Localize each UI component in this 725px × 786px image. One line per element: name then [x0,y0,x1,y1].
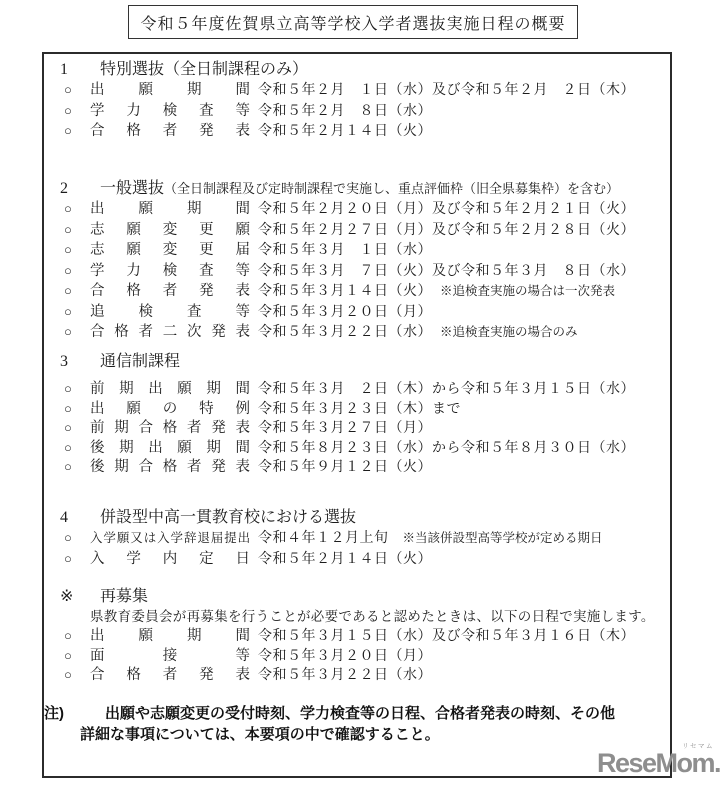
row-label: 前 期 出 願 期 間 [90,381,250,397]
row-date: 令和５年２月１４日（火） [258,124,432,139]
row-label: 志 願 変 更 届 [90,242,250,258]
bullet-circle-icon: ○ [64,400,72,416]
row-label: 出 願 期 間 [90,201,250,217]
schedule-row [64,666,662,686]
schedule-row [64,528,662,549]
bullet-circle-icon: ○ [64,102,72,118]
section-rows [60,627,662,686]
section-intro-text: 県教育委員会が再募集を行うことが必要であると認めたときは、以下の日程で実施します。 [90,609,655,624]
section-rows [60,80,662,142]
section-title-paren: （全日制課程のみ） [164,61,309,78]
bullet-circle-icon: ○ [64,123,72,138]
row-label: 出 願 の 特 例 [90,400,250,417]
row-label: 追 検 査 等 [90,303,250,320]
section-title: 通信制課程 [100,353,181,370]
schedule-row [64,400,662,420]
schedule-row [64,240,662,261]
bullet-circle-icon: ○ [64,283,72,298]
row-label: 入 学 願 又 は 入 学 辞 退 届 提 出 [90,531,250,545]
row-remark: ※当該併設型高等学校が定める期日 [402,531,603,545]
row-label: 後 期 出 願 期 間 [90,439,250,456]
section-heading [60,352,662,372]
footnote [44,703,666,746]
bullet-circle-icon: ○ [64,420,72,435]
row-date: 令和５年２月１４日（火） [258,551,432,567]
section-rows [60,380,662,478]
row-date: 令和５年３月２０日（月） [258,648,432,664]
bullet-circle-icon: ○ [64,530,72,545]
section-re-recruitment [60,587,662,686]
row-label: 後 期 合 格 者 発 表 [90,459,250,475]
section-heading [60,587,662,607]
row-label: 学 力 検 査 等 [90,262,250,279]
footnote-line1 [44,703,666,724]
schedule-row [64,261,662,282]
schedule-row [64,281,662,302]
bullet-circle-icon: ○ [64,550,72,566]
schedule-row [64,302,662,323]
section-special-selection [60,60,662,142]
row-label: 面 接 等 [90,647,250,664]
row-date: 令和５年３月 １日（水） [258,243,432,258]
schedule-row [64,549,662,570]
row-label: 前 期 合 格 者 発 表 [90,420,250,436]
schedule-row [64,80,662,101]
row-date: 令和４年１２月上旬 [258,531,389,546]
section-number: 3 [60,353,68,370]
section-title: 再募集 [100,588,149,605]
row-date: 令和５年９月１２日（火） [258,460,432,475]
bullet-circle-icon: ○ [64,459,72,474]
bullet-circle-icon: ○ [64,439,72,455]
section-heading [60,179,662,199]
row-label: 志 願 変 更 願 [90,221,250,238]
row-date: 令和５年２月２０日（月）及び令和５年２月２１日（火） [258,202,635,217]
resemom-logo [597,743,721,779]
schedule-row [64,322,662,343]
schedule-row [64,627,662,647]
section-number: 2 [60,180,68,197]
section-combined-junior-senior [60,508,662,569]
schedule-row [64,121,662,142]
bullet-circle-icon: ○ [64,221,72,237]
schedule-frame [42,52,672,778]
schedule-row [64,647,662,667]
bullet-circle-icon: ○ [64,303,72,319]
section-title: 併設型中高一貫教育校における選抜 [100,509,357,526]
bullet-circle-icon: ○ [64,242,72,257]
section-heading [60,60,662,80]
resemom-logo-text: ReseMom. [597,748,721,778]
row-date: 令和５年３月２０日（月） [258,304,432,320]
row-date: 令和５年２月 １日（水）及び令和５年２月 ２日（木） [258,83,635,98]
schedule-row [64,439,662,459]
bullet-circle-icon: ○ [64,381,72,396]
row-remark: ※追検査実施の場合のみ [440,325,578,339]
footnote-line2: 詳細な事項については、本要項の中で確認すること。 [80,726,440,743]
schedule-row [64,458,662,478]
bullet-circle-icon: ○ [64,628,72,643]
row-date: 令和５年３月２３日（木）まで [258,401,461,417]
row-date: 令和５年３月２７日（月） [258,421,432,436]
row-label: 出 願 期 間 [90,82,250,98]
row-date: 令和５年３月２２日（水） [258,325,432,340]
section-number: 1 [60,61,68,78]
section-number: ※ [60,588,74,605]
row-label: 合 格 者 二 次 発 表 [90,324,250,340]
section-title: 特別選抜 [100,61,165,78]
row-label: 合 格 者 発 表 [90,283,250,299]
section-title-paren: （全日制課程及び定時制課程で実施し、重点評価枠（旧全県募集枠）を含む） [164,181,620,196]
schedule-row [64,199,662,220]
bullet-circle-icon: ○ [64,647,72,663]
bullet-circle-icon: ○ [64,324,72,339]
schedule-row [64,419,662,439]
bullet-circle-icon: ○ [64,201,72,216]
section-rows [60,199,662,343]
row-date: 令和５年３月２２日（水） [258,668,432,683]
schedule-row [64,220,662,241]
section-rows [60,528,662,569]
row-date: 令和５年８月２３日（水）から令和５年８月３０日（水） [258,440,635,456]
row-date: 令和５年２月２７日（月）及び令和５年２月２８日（火） [258,222,635,238]
footnote-marker: 注) [44,705,64,722]
section-title: 一般選抜 [100,180,165,197]
row-date: 令和５年３月１４日（火） [258,284,432,299]
row-date: 令和５年３月１５日（水）及び令和５年３月１６日（木） [258,629,635,644]
section-correspondence-course [60,352,662,478]
row-remark: ※追検査実施の場合は一次発表 [440,284,616,298]
row-label: 出 願 期 間 [90,628,250,644]
row-date: 令和５年３月 ２日（木）から令和５年３月１５日（水） [258,382,635,397]
schedule-row [64,380,662,400]
row-label: 合 格 者 発 表 [90,123,250,139]
section-heading [60,508,662,528]
row-label: 合 格 者 発 表 [90,667,250,683]
bullet-circle-icon: ○ [64,667,72,682]
bullet-circle-icon: ○ [64,262,72,278]
document-title: 令和５年度佐賀県立高等学校入学者選抜実施日程の概要 [140,15,566,33]
row-date: 令和５年２月 ８日（水） [258,103,432,119]
document-title-box [128,5,578,39]
row-date: 令和５年３月 ７日（火）及び令和５年３月 ８日（水） [258,263,635,279]
row-label: 学 力 検 査 等 [90,102,250,119]
bullet-circle-icon: ○ [64,82,72,97]
schedule-row [64,101,662,122]
resemom-logo-ruby: リセマム [682,743,715,750]
section-number: 4 [60,509,68,526]
row-label: 入 学 内 定 日 [90,550,250,567]
footnote-text: 出願や志願変更の受付時刻、学力検査等の日程、合格者発表の時刻、その他 [105,705,616,722]
section-general-selection [60,179,662,343]
